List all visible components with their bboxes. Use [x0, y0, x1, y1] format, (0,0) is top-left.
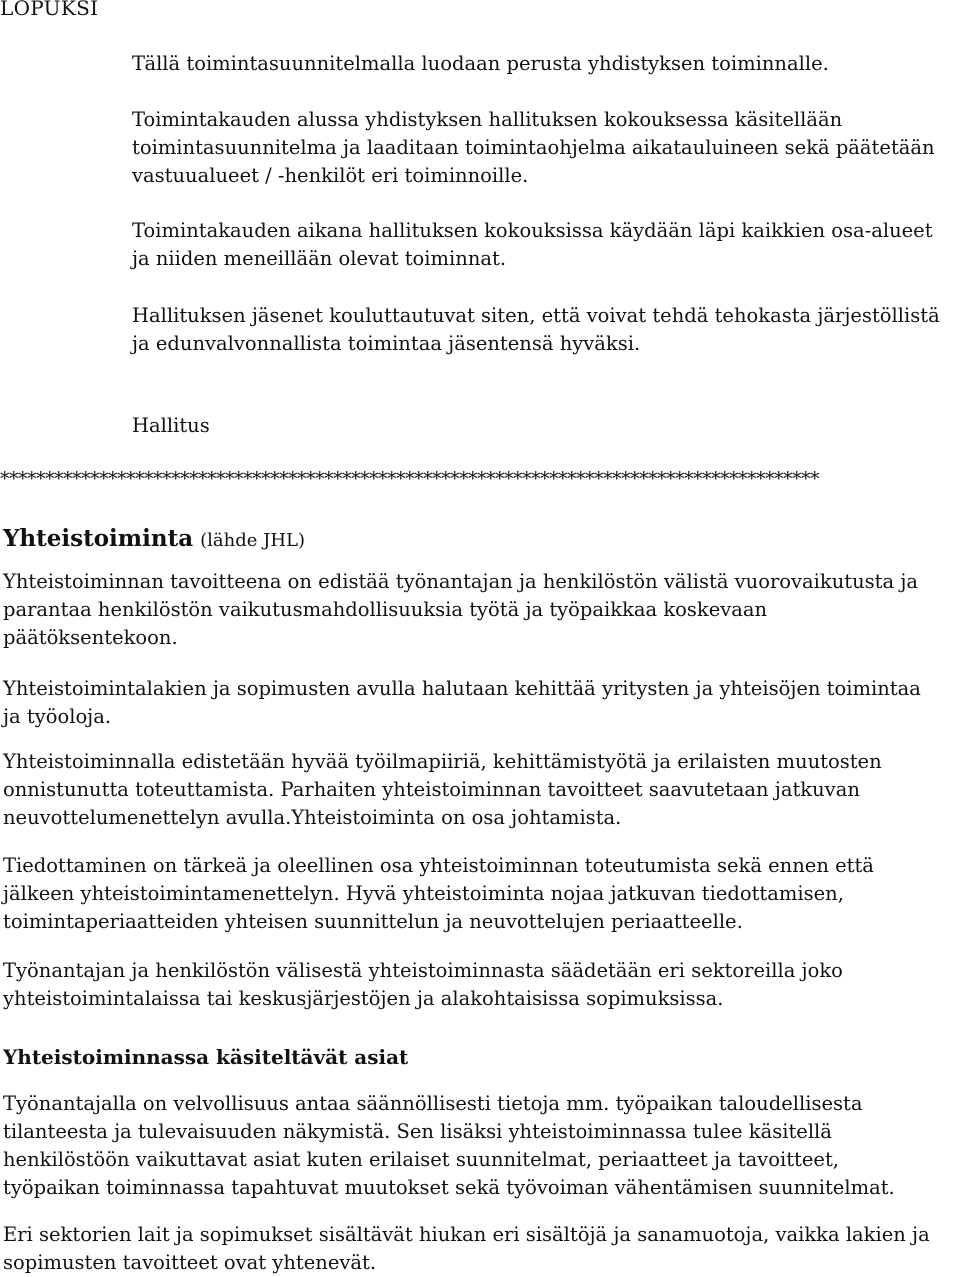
text-line: sopimusten tavoitteet ovat yhtenevät.: [3, 1251, 377, 1274]
yt-paragraph-3: [3, 748, 960, 832]
asiat-paragraph-2: [3, 1221, 960, 1277]
text-line: Eri sektorien lait ja sopimukset sisältävät hiukan eri sisältöjä ja sanamuotoja, vaikka lakien ja: [3, 1223, 930, 1246]
intro-paragraph-1: [132, 50, 960, 78]
text-line: Työnantajan ja henkilöstön välisestä yhteistoiminnasta säädetään eri sektoreilla joko: [3, 959, 843, 982]
text-line: tilanteesta ja tulevaisuuden näkymistä. Sen lisäksi yhteistoiminnassa tulee käsitellä: [3, 1120, 832, 1143]
text-line: parantaa henkilöstön vaikutusmahdollisuuksia työtä ja työpaikkaa koskevaan: [3, 598, 768, 621]
text-line: Yhteistoiminnan tavoitteena on edistää työnantajan ja henkilöstön välistä vuorovaikutusta ja: [3, 570, 919, 593]
text-line: neuvottelumenettelyn avulla.Yhteistoiminta on osa johtamista.: [3, 806, 622, 829]
text-line: Yhteistoiminnalla edistetään hyvää työilmapiiriä, kehittämistyötä ja erilaisten muutosten: [3, 750, 882, 773]
text-line: vastuualueet / -henkilöt eri toiminnoille.: [132, 164, 529, 187]
text-line: päätöksentekoon.: [3, 626, 178, 649]
text-line: ja niiden meneillään olevat toiminnat.: [132, 247, 507, 270]
text-line: Tiedottaminen on tärkeä ja oleellinen osa yhteistoiminnan toteutumista sekä ennen että: [3, 854, 874, 877]
text-line: Työnantajalla on velvollisuus antaa säännöllisesti tietoja mm. työpaikan taloudellisesta: [3, 1092, 863, 1115]
text-line: työpaikan toiminnassa tapahtuvat muutokset sekä työvoiman vähentämisen suunnitelmat.: [3, 1176, 895, 1199]
intro-paragraph-3: [132, 217, 960, 273]
text-line: Yhteistoimintalakien ja sopimusten avulla halutaan kehittää yritysten ja yhteisöjen toimintaa: [3, 677, 921, 700]
text-line: Toimintakauden aikana hallituksen kokouksissa käydään läpi kaikkien osa-alueet: [132, 219, 933, 242]
yt-paragraph-1: [3, 568, 960, 652]
signature-hallitus: Hallitus: [132, 414, 210, 437]
text-line: ja työoloja.: [3, 705, 112, 728]
text-line: ja edunvalvonnallista toimintaa jäsentensä hyväksi.: [132, 332, 641, 355]
intro-paragraph-2: [132, 106, 960, 190]
yhteistoiminta-heading: [3, 524, 305, 556]
text-line: jälkeen yhteistoimintamenettelyn. Hyvä yhteistoiminta nojaa jatkuvan tiedottamisen,: [3, 882, 844, 905]
intro-paragraph-4: [132, 302, 960, 358]
source-note: (lähde JHL): [200, 530, 305, 551]
yt-paragraph-5: [3, 957, 960, 1013]
text-line: yhteistoimintalaissa tai keskusjärjestöjen ja alakohtaisissa sopimuksissa.: [3, 987, 724, 1010]
yt-paragraph-4: [3, 852, 960, 936]
yt-paragraph-2: [3, 675, 960, 731]
text-line: toimintaperiaatteiden yhteisen suunnittelun ja neuvottelujen periaatteelle.: [3, 910, 743, 933]
asiat-paragraph-1: [3, 1090, 960, 1202]
text-line: onnistunutta toteuttamista. Parhaiten yhteistoiminnan tavoitteet saavutetaan jatkuvan: [3, 778, 860, 801]
section-heading-lopuksi: LOPUKSI: [0, 0, 99, 20]
text-line: Toimintakauden alussa yhdistyksen hallituksen kokouksessa käsitellään: [132, 108, 843, 131]
asiat-heading: Yhteistoiminnassa käsiteltävät asiat: [3, 1045, 409, 1069]
text-line: Hallituksen jäsenet kouluttautuvat siten, että voivat tehdä tehokasta järjestöllistä: [132, 304, 940, 327]
text-line: toimintasuunnitelma ja laaditaan toimintaohjelma aikatauluineen sekä päätetään: [132, 136, 935, 159]
separator-line: *******************************************************************************************: [0, 468, 819, 490]
text-line: henkilöstöön vaikuttavat asiat kuten erilaiset suunnitelmat, periaatteet ja tavoitteet,: [3, 1148, 839, 1171]
text-line: Tällä toimintasuunnitelmalla luodaan perusta yhdistyksen toiminnalle.: [132, 52, 829, 75]
yhteistoiminta-title: Yhteistoiminta: [3, 525, 194, 552]
